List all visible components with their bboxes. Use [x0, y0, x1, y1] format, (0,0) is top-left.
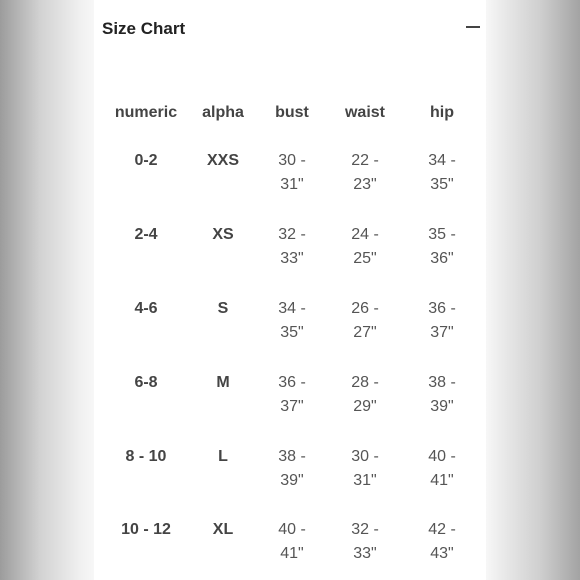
panel-title: Size Chart [102, 19, 186, 38]
cell-hip: 38 - 39" [428, 374, 456, 415]
cell-bust: 38 - 39" [278, 448, 306, 489]
cell-hip: 35 - 36" [428, 226, 456, 267]
cell-alpha: XL [212, 521, 234, 538]
cell-numeric: 8 - 10 [125, 448, 167, 465]
cell-waist: 22 - 23" [351, 152, 379, 193]
cell-bust: 36 - 37" [278, 374, 306, 415]
cell-waist: 30 - 31" [351, 448, 379, 489]
cell-hip: 34 - 35" [428, 152, 456, 193]
header-bust: bust [275, 104, 309, 121]
cell-alpha: XS [212, 226, 234, 243]
cell-hip: 42 - 43" [428, 521, 456, 562]
cell-numeric: 6-8 [134, 374, 158, 391]
header-numeric: numeric [114, 104, 178, 121]
cell-waist: 32 - 33" [351, 521, 379, 562]
cell-numeric: 2-4 [134, 226, 158, 243]
cell-numeric: 0-2 [134, 152, 158, 169]
cell-alpha: XXS [206, 152, 239, 169]
cell-alpha: S [217, 300, 229, 317]
collapse-button[interactable] [460, 14, 486, 40]
minus-icon [466, 26, 480, 28]
cell-hip: 36 - 37" [428, 300, 456, 341]
size-chart-panel [94, 0, 486, 580]
cell-bust: 30 - 31" [278, 152, 306, 193]
cell-waist: 24 - 25" [351, 226, 379, 267]
cell-bust: 32 - 33" [278, 226, 306, 267]
cell-numeric: 10 - 12 [121, 521, 171, 538]
cell-alpha: M [216, 374, 230, 391]
cell-bust: 40 - 41" [278, 521, 306, 562]
cell-waist: 26 - 27" [351, 300, 379, 341]
header-hip: hip [430, 104, 454, 121]
header-waist: waist [344, 104, 385, 121]
header-alpha: alpha [202, 104, 244, 121]
cell-hip: 40 - 41" [428, 448, 456, 489]
cell-bust: 34 - 35" [278, 300, 306, 341]
cell-alpha: L [218, 448, 228, 465]
cell-waist: 28 - 29" [351, 374, 379, 415]
cell-numeric: 4-6 [134, 300, 158, 317]
